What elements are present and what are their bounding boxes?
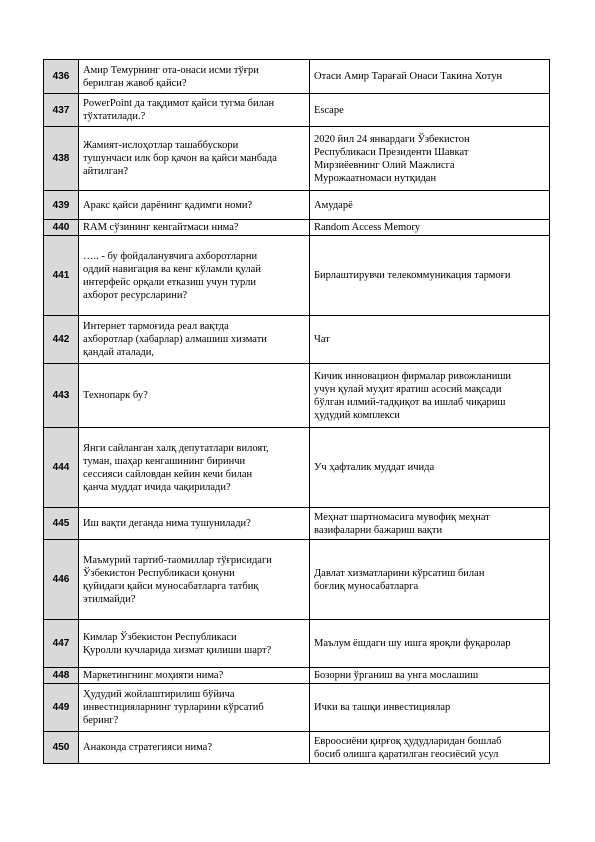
answer-cell: Бозорни ўрганиш ва унга мослашиш: [310, 668, 550, 684]
answer-cell: Меҳнат шартномасига мувофиқ меҳнат вазифаларни бажариш вақти: [310, 508, 550, 540]
answer-cell: Уч ҳафталик муддат ичида: [310, 428, 550, 508]
answer-cell: Escape: [310, 94, 550, 127]
row-number: 448: [44, 668, 79, 684]
answer-cell: Кичик инновацион фирмалар ривожланиши учун қулай муҳит яратиш асосий мақсади бўлган илмий-тадқиқот ва ишлаб чиқариш ҳудудий комплекси: [310, 364, 550, 428]
row-number: 439: [44, 191, 79, 220]
table-row: [44, 620, 550, 668]
row-number: 446: [44, 540, 79, 620]
question-cell: PowerPoint да тақдимот қайси тугма билан тўхтатилади.?: [79, 94, 310, 127]
question-cell: Амир Темурнинг ота-онаси исми тўғри берилган жавоб қайси?: [79, 60, 310, 94]
answer-cell: 2020 йил 24 январдаги Ўзбекистон Республикаси Президенти Шавкат Мирзиёевнинг Олий Мажлисга Мурожаатномаси нутқидан: [310, 127, 550, 191]
table-row: [44, 60, 550, 94]
question-cell: ….. - бу фойдаланувчига ахборотларни оддий навигация ва кенг кўламли қулай интерфейс орқали етказиш учун турли ахборот ресурсларини?: [79, 236, 310, 316]
answer-cell: Random Access Memory: [310, 220, 550, 236]
row-number: 440: [44, 220, 79, 236]
row-number: 441: [44, 236, 79, 316]
question-cell: Ҳудудий жойлаштирилиш бўйича инвестицияларнинг турларини кўрсатиб беринг?: [79, 684, 310, 732]
answer-cell: Чат: [310, 316, 550, 364]
row-number: 437: [44, 94, 79, 127]
row-number: 447: [44, 620, 79, 668]
table-row: [44, 236, 550, 316]
row-number: 445: [44, 508, 79, 540]
row-number: 436: [44, 60, 79, 94]
qa-table: [43, 59, 550, 764]
table-row: [44, 127, 550, 191]
question-cell: RAM сўзининг кенгайтмаси нима?: [79, 220, 310, 236]
question-cell: Янги сайланган халқ депутатлари вилоят, туман, шаҳар кенгашининг биринчи сессияси сайловдан кейин кечи билан қанча муддат ичида чақирилади?: [79, 428, 310, 508]
row-number: 450: [44, 732, 79, 764]
qa-table-body: [44, 60, 550, 764]
question-cell: Анаконда стратегияси нима?: [79, 732, 310, 764]
row-number: 438: [44, 127, 79, 191]
question-cell: Жамият-ислоҳотлар ташаббускори тушунчаси илк бор қачон ва қайси манбада айтилган?: [79, 127, 310, 191]
table-row: [44, 684, 550, 732]
answer-cell: Давлат хизматларини кўрсатиш билан боғлиқ муносабатларга: [310, 540, 550, 620]
answer-cell: Бирлаштирувчи телекоммуникация тармоғи: [310, 236, 550, 316]
answer-cell: Отаси Амир Тарағай Онаси Такина Хотун: [310, 60, 550, 94]
table-row: [44, 364, 550, 428]
answer-cell: Маълум ёшдаги шу ишга яроқли фуқаролар: [310, 620, 550, 668]
table-row: [44, 94, 550, 127]
question-cell: Кимлар Ўзбекистон Республикаси Қуролли кучларида хизмат қилиши шарт?: [79, 620, 310, 668]
answer-cell: Евроосиёни қирғоқ ҳудудларидан бошлаб босиб олишга қаратилган геосиёсий усул: [310, 732, 550, 764]
table-row: [44, 316, 550, 364]
table-row: [44, 668, 550, 684]
question-cell: Технопарк бу?: [79, 364, 310, 428]
table-row: [44, 540, 550, 620]
table-row: [44, 508, 550, 540]
table-row: [44, 732, 550, 764]
table-row: [44, 191, 550, 220]
question-cell: Интернет тармоғида реал вақтда ахборотлар (хабарлар) алмашиш хизмати қандай аталади,: [79, 316, 310, 364]
table-row: [44, 428, 550, 508]
table-row: [44, 220, 550, 236]
question-cell: Маркетингнинг моҳияти нима?: [79, 668, 310, 684]
question-cell: Маъмурий тартиб-таомиллар тўғрисидаги Ўзбекистон Республикаси қонуни қуйидаги қайси муносабатларга татбиқ этилмайди?: [79, 540, 310, 620]
question-cell: Иш вақти деганда нима тушунилади?: [79, 508, 310, 540]
answer-cell: Амударё: [310, 191, 550, 220]
row-number: 449: [44, 684, 79, 732]
answer-cell: Ички ва ташқи инвестициялар: [310, 684, 550, 732]
row-number: 444: [44, 428, 79, 508]
row-number: 443: [44, 364, 79, 428]
question-cell: Аракс қайси дарёнинг қадимги номи?: [79, 191, 310, 220]
row-number: 442: [44, 316, 79, 364]
